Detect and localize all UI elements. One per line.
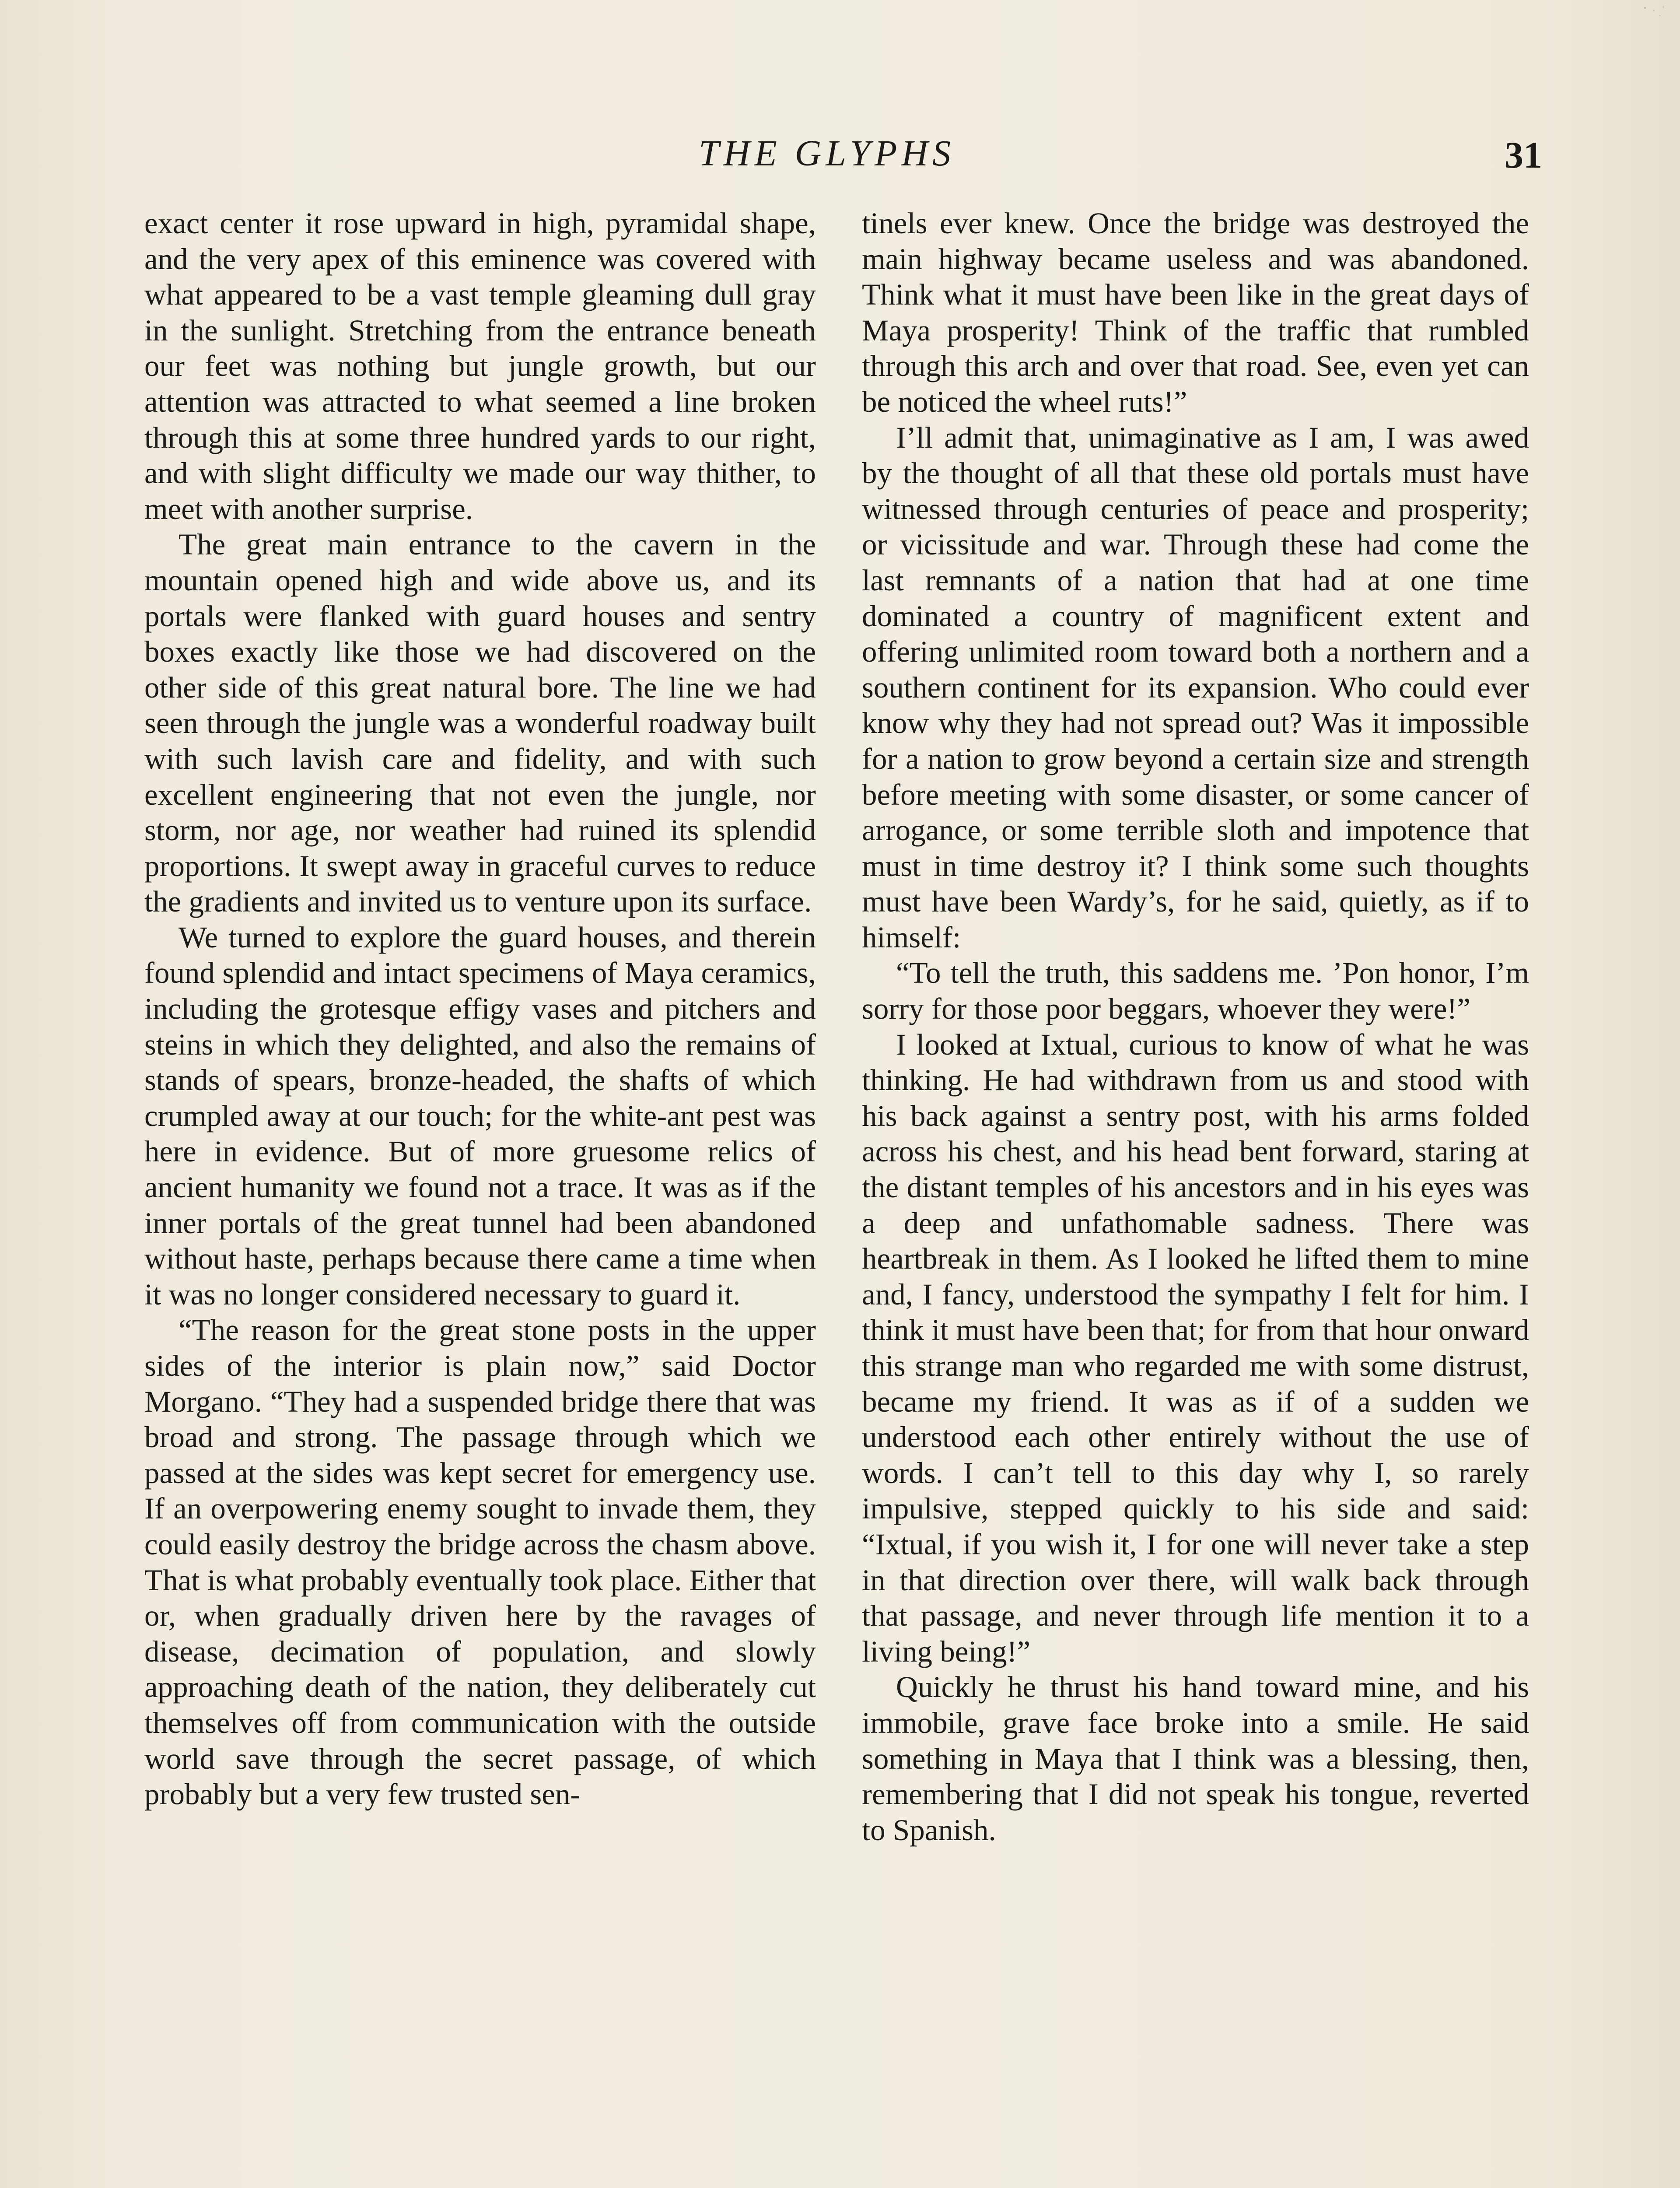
left-column	[144, 206, 816, 1813]
paragraph: I’ll admit that, unimaginative as I am, I was awed by the thought of all that these old portals must have witnessed through centuries of peace and prosperity; or vicissitude and war. Through these had come the last remnants of a nation that had at one time dominated a country of magnificent extent and offering unlimited room toward both a northern and a southern continent for its expansion. Who could ever know why they had not spread out? Was it impossible for a nation to grow beyond a certain size and strength before meeting with some disaster, or some cancer of arrogance, or some terrible sloth and impotence that must in time destroy it? I think some such thoughts must have been Wardy’s, for he said, quietly, as if to himself:	[862, 421, 1529, 954]
right-column	[862, 206, 1529, 1848]
paragraph: I looked at Ixtual, curious to know of what he was thinking. He had withdrawn from us and stood with his back against a sentry post, with his arms folded across his chest, and his head bent forward, staring at the distant temples of his ancestors and in his eyes was a deep and unfathomable sadness. There was heartbreak in them. As I looked he lifted them to mine and, I fancy, understood the sympathy I felt for him. I think it must have been that; for from that hour onward this strange man who regarded me with some distrust, became my friend. It was as if of a sudden we understood each other entirely without the use of words. I can’t tell to this day why I, so rarely impulsive, stepped quickly to his side and said: “Ixtual, if you wish it, I for one will never take a step in that direction over there, will walk back through that passage, and never through life mention it to a living being!”	[862, 1027, 1529, 1668]
paragraph: “The reason for the great stone posts in the upper sides of the interior is plain now,” said Doctor Morgano. “They had a suspended bridge there that was broad and strong. The passage through which we passed at the sides was kept secret for emergency use. If an overpowering enemy sought to invade them, they could easily destroy the bridge across the chasm above. That is what probably eventually took place. Either that or, when gradually driven here by the ravages of disease, decimation of population, and slowly approaching death of the nation, they deliberately cut themselves off from communication with the outside world save through the secret passage, of which probably but a very few trusted sen-	[144, 1313, 816, 1811]
paragraph: Quickly he thrust his hand toward mine, and his immobile, grave face broke into a smile. He said something in Maya that I think was a blessing, then, remembering that I did not speak his tongue, reverted to Spanish.	[862, 1670, 1529, 1847]
page-number: 31	[1505, 134, 1542, 176]
paragraph: tinels ever knew. Once the bridge was destroyed the main highway became useless and was abandoned. Think what it must have been like in the great days of Maya prosperity! Think of the traffic that rumbled through this arch and over that road. See, even yet can be noticed the wheel ruts!”	[862, 207, 1529, 418]
paragraph: The great main entrance to the cavern in the mountain opened high and wide above us, and its portals were flanked with guard houses and sentry boxes exactly like those we had discovered on the other side of this great natural bore. The line we had seen through the jungle was a wonderful roadway built with such lavish care and fidelity, and with such excellent engineering that not even the jungle, nor storm, nor age, nor weather had ruined its splendid proportions. It swept away in graceful curves to reduce the gradients and invited us to venture upon its surface.	[144, 528, 816, 919]
paragraph: We turned to explore the guard houses, and therein found splendid and intact specimens of Maya ceramics, including the grotesque effigy vases and pitchers and steins in which they delighted, and also the remains of stands of spears, bronze-headed, the shafts of which crumpled away at our touch; for the white-ant pest was here in evidence. But of more gruesome relics of ancient humanity we found not a trace. It was as if the inner portals of the great tunnel had been abandoned without haste, perhaps because there came a time when it was no longer considered necessary to guard it.	[144, 920, 816, 1311]
running-title: THE GLYPHS	[698, 133, 956, 174]
paper-specks	[1641, 4, 1671, 22]
paragraph: exact center it rose upward in high, pyramidal shape, and the very apex of this eminence was covered with what appeared to be a vast temple gleaming dull gray in the sunlight. Stretching from the entrance beneath our feet was nothing but jungle growth, but our attention was attracted to what seemed a line broken through this at some three hundred yards to our right, and with slight difficulty we made our way thither, to meet with another surprise.	[144, 207, 816, 526]
paragraph: “To tell the truth, this saddens me. ’Pon honor, I’m sorry for those poor beggars, whoever they were!”	[862, 956, 1529, 1026]
